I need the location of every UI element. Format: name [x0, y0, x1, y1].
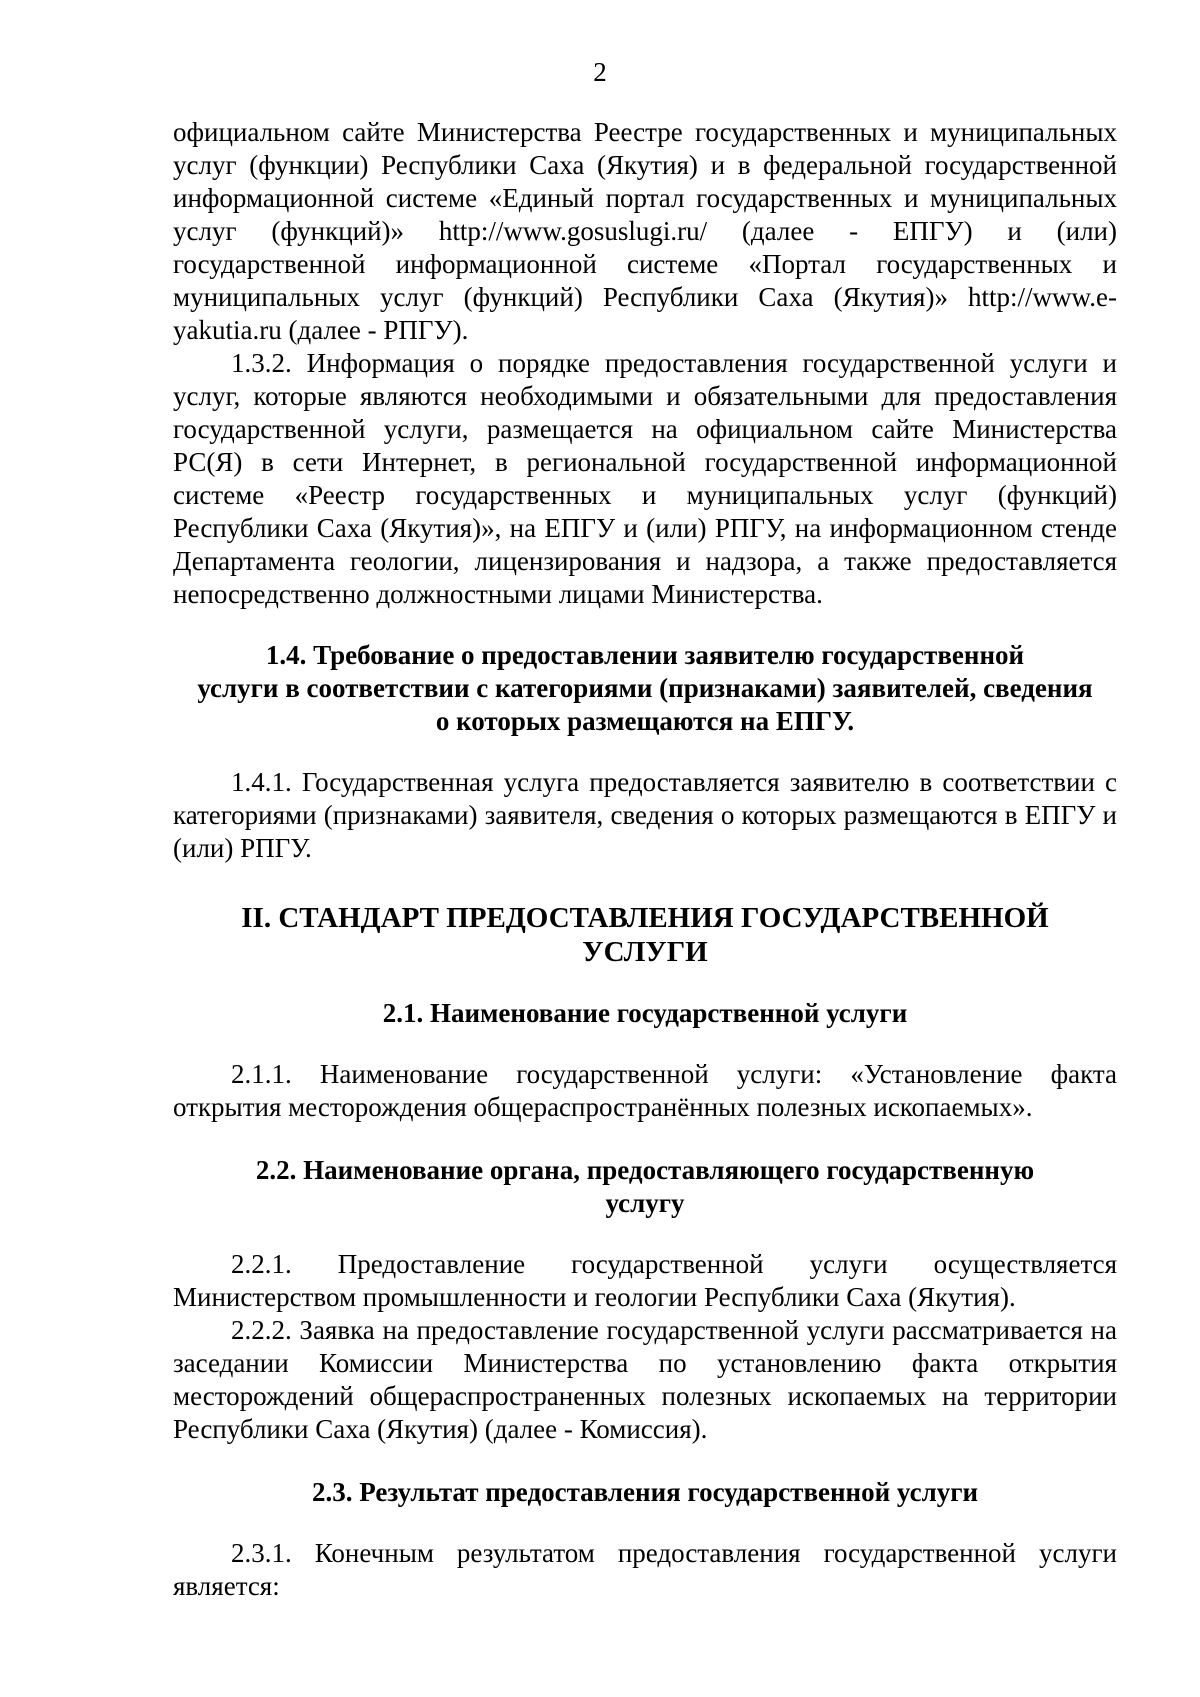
heading-2-1: 2.1. Наименование государственной услуги [382, 998, 908, 1028]
section-heading-2-line-2: УСЛУГИ [582, 936, 708, 968]
paragraph-1-3-1-continuation: официальном сайте Министерства Реестре государственных и муниципальных услуг (функции) Республики Саха (Якутия) и в федеральной государственной информационной системе «Единый портал государственных и муниципальных услуг (функций)» http://www.gosuslugi.ru/ (далее - ЕПГУ) и (или) государственной информационной системе «Портал государственных и муниципальных услуг (функций) Республики Саха (Якутия)» http://www.e-yakutia.ru (далее - РПГУ). [173, 117, 1117, 345]
heading-1-4-line-3: о которых размещаются на ЕПГУ. [435, 706, 855, 736]
heading-2-3: 2.3. Результат предоставления государственной услуги [311, 1477, 979, 1507]
document-body [173, 116, 1117, 1603]
paragraph-1-3-2: 1.3.2. Информация о порядке предоставления государственной услуги и услуг, которые являются необходимыми и обязательными для предоставления государственной услуги, размещается на официальном сайте Министерства РС(Я) в сети Интернет, в региональной государственной информационной системе «Реестр государственных и муниципальных услуг (функций) Республики Саха (Якутия)», на ЕПГУ и (или) РПГУ, на информационном стенде Департамента геологии, лицензирования и надзора, а также предоставляется непосредственно должностными лицами Министерства. [173, 348, 1117, 609]
paragraph-1-4-1: 1.4.1. Государственная услуга предоставляется заявителю в соответствии с категориями (признаками) заявителя, сведения о которых размещаются в ЕПГУ и (или) РПГУ. [173, 767, 1117, 863]
heading-1-4 [173, 639, 1117, 738]
heading-1-4-line-1: 1.4. Требование о предоставлении заявителю государственной [265, 640, 1025, 670]
page-number: 2 [593, 57, 607, 87]
paragraph-2-3-1: 2.3.1. Конечным результатом предоставления государственной услуги является: [173, 1538, 1117, 1601]
section-heading-2-line-1: II. СТАНДАРТ ПРЕДОСТАВЛЕНИЯ ГОСУДАРСТВЕННОЙ [241, 902, 1049, 934]
heading-2-2-line-2: услугу [605, 1188, 685, 1218]
section-heading-2 [173, 901, 1117, 969]
heading-2-2-line-1: 2.2. Наименование органа, предоставляющего государственную [255, 1155, 1035, 1185]
paragraph-2-2-2: 2.2.2. Заявка на предоставление государственной услуги рассматривается на заседании Комиссии Министерства по установлению факта открытия месторождений общераспространенных полезных ископаемых на территории Республики Саха (Якутия) (далее - Комиссия). [173, 1315, 1117, 1444]
heading-2-2 [173, 1154, 1117, 1220]
paragraph-2-1-1: 2.1.1. Наименование государственной услуги: «Установление факта открытия месторождения общераспространённых полезных ископаемых». [173, 1059, 1117, 1122]
heading-1-4-line-2: услуги в соответствии с категориями (признаками) заявителей, сведения [197, 673, 1093, 703]
paragraph-2-2-1: 2.2.1. Предоставление государственной услуги осуществляется Министерством промышленности и геологии Республики Саха (Якутия). [173, 1249, 1117, 1312]
